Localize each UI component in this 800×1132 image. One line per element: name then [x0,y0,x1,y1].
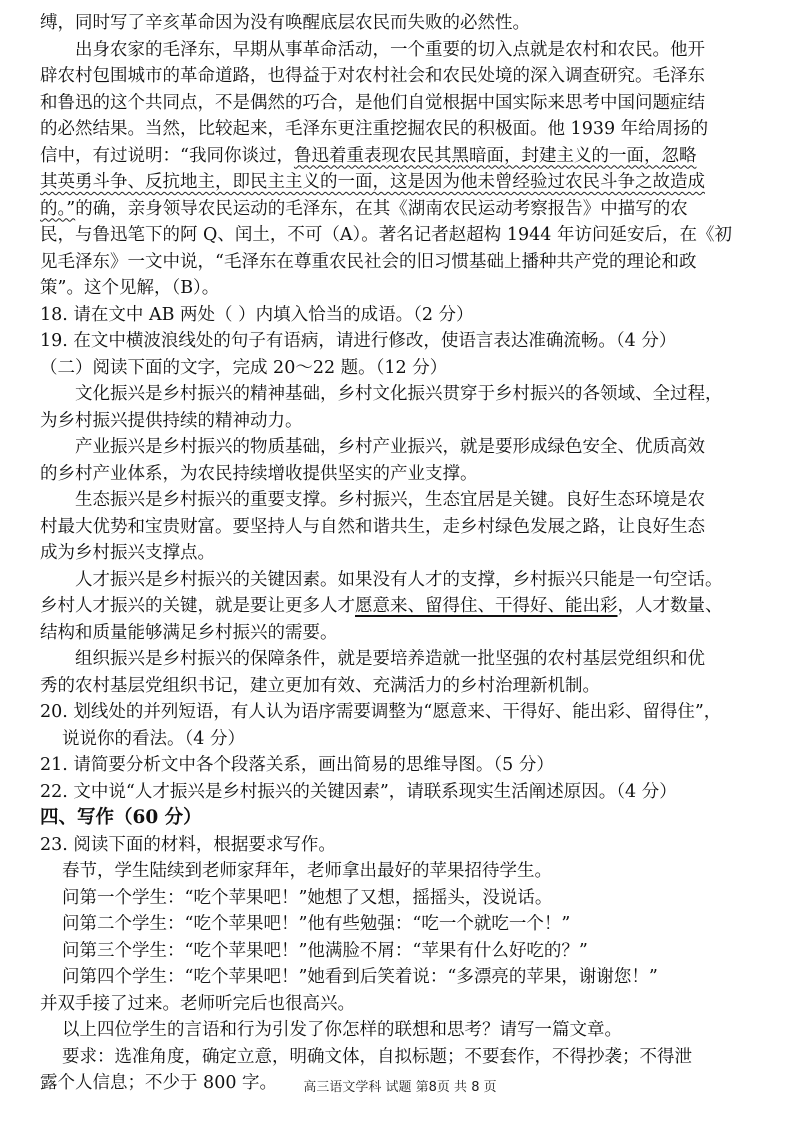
passage2-line [40,593,768,620]
passage1-line [40,143,768,170]
question-21: 21. 请简要分析文中各个段落关系，画出简易的思维导图。（5 分） [40,755,554,775]
passage2-text: 乡村人才振兴的关键，就是要让更多人才 [40,596,355,616]
passage2-line: 文化振兴是乡村振兴的精神基础，乡村文化振兴贯穿于乡村振兴的各领域、全过程， [75,384,723,404]
passage2-line: 村最大优势和宝贵财富。要坚持人与自然和谐共生，走乡村绿色发展之路，让良好生态 [40,516,705,537]
question-18: 18. 请在文中 AB 两处（ ）内填入恰当的成语。（2 分） [40,304,474,325]
question-22: 22. 文中说“人才振兴是乡村振兴的关键因素”，请联系现实生活阐述原因。（4 分） [40,781,677,802]
passage2-line: 生态振兴是乡村振兴的重要支撑。乡村振兴，生态宜居是关键。良好生态环境是农 [75,490,705,510]
part2-header: （二）阅读下面的文字，完成 20～22 题。（12 分） [40,357,448,378]
material-line: 以上四位学生的言语和行为引发了你怎样的联想和思考？请写一篇文章。 [62,1020,622,1040]
material-line: 露个人信息；不少于 800 字。 [40,1073,278,1093]
question-20: 20. 划线处的并列短语，有人认为语序需要调整为“愿意来、干得好、能出彩、留得住”， [40,702,722,722]
passage1-text: 信中，有过说明：“我同你谈过， [40,145,294,166]
material-line: 问第三个学生：“吃个苹果吧！”他满脸不屑：“苹果有什么好吃的？” [62,940,588,961]
question-23: 23. 阅读下面的材料，根据要求写作。 [40,834,336,855]
passage1-line [40,169,768,196]
passage1-line: 见毛泽东》一文中说，“毛泽东在尊重农民社会的旧习惯基础上播种共产党的理论和政 [40,251,697,272]
material-line: 并双手接了过来。老师听完后也很高兴。 [40,993,355,1014]
wavy-underlined-sentence: 鲁迅着重表现农民其黑暗面，封建主义的一面，忽略 [293,145,697,166]
passage1-line: 出身农家的毛泽东，早期从事革命活动，一个重要的切入点就是农村和农民。他开 [75,39,705,60]
page-footer: 高三语文学科 试题 第8页 共 8 页 [303,1080,497,1095]
passage1-line [40,196,768,223]
page-content [40,10,768,1097]
passage1-text: 的确，亲身领导农民运动的毛泽东，在其《湖南农民运动考察报告》中描写的农 [75,198,688,219]
question-20-cont: 说说你的看法。（4 分） [62,728,245,749]
passage1-line: 辟农村包围城市的革命道路，也得益于对农村社会和农民处境的深入调查研究。毛泽东 [40,66,705,86]
passage1-line: 缚，同时写了辛亥革命因为没有唤醒底层农民而失败的必然性。 [40,13,530,33]
material-line: 春节，学生陆续到老师家拜年，老师拿出最好的苹果招待学生。 [62,861,552,881]
question-19: 19. 在文中横波浪线处的句子有语病，请进行修改，使语言表达准确流畅。（4 分） [40,331,677,351]
passage2-line: 秀的农村基层党组织书记，建立更加有效、充满活力的乡村治理新机制。 [40,675,600,696]
passage1-line: 的必然结果。当然，比较起来，毛泽东更注重挖掘农民的积极面。他 1939 年给周扬的 [40,119,709,139]
passage2-line: 产业振兴是乡村振兴的物质基础，乡村产业振兴，就是要形成绿色安全、优质高效 [75,437,705,457]
passage2-line: 的乡村产业体系，为农民持续增收提供坚实的产业支撑。 [40,463,478,484]
wavy-underlined-sentence: 其英勇斗争、反抗地主，即民主主义的一面，这是因为他未曾经验过农民斗争之故造成 [40,172,705,192]
passage2-line: 人才振兴是乡村振兴的关键因素。如果没有人才的支撑，乡村振兴只能是一句空话。 [75,569,723,590]
passage1-line: 和鲁迅的这个共同点，不是偶然的巧合，是他们自觉根据中国实际来思考中国问题症结 [40,92,705,113]
passage2-text: ，人才数量、 [617,596,723,616]
passage2-line: 结构和质量能够满足乡村振兴的需要。 [40,622,338,643]
passage2-line: 组织振兴是乡村振兴的保障条件，就是要培养造就一批坚强的农村基层党组织和优 [75,649,705,669]
wavy-underlined-sentence: 的。” [40,198,76,219]
passage2-line: 成为乡村振兴支撑点。 [40,543,215,563]
material-line: 要求：选准角度，确定立意，明确文体，自拟标题；不要套作，不得抄袭；不得泄 [62,1046,692,1067]
passage1-line: 策”。这个见解，（B）。 [40,278,220,298]
underlined-phrase: 愿意来、留得住、干得好、能出彩 [355,596,618,616]
passage2-line: 为乡村振兴提供持续的精神动力。 [40,410,303,431]
material-line: 问第四个学生：“吃个苹果吧！”她看到后笑着说：“多漂亮的苹果，谢谢您！” [62,967,658,987]
passage1-line: 民，与鲁迅笔下的阿 Q、闰土，不可（A）。著名记者赵超构 1944 年访问延安后，在《初 [40,225,732,245]
material-line: 问第一个学生：“吃个苹果吧！”她想了又想，摇摇头，没说话。 [62,887,553,908]
section-writing-heading: 四、写作（60 分） [40,807,202,828]
material-line: 问第二个学生：“吃个苹果吧！”他有些勉强：“吃一个就吃一个！” [62,914,571,934]
